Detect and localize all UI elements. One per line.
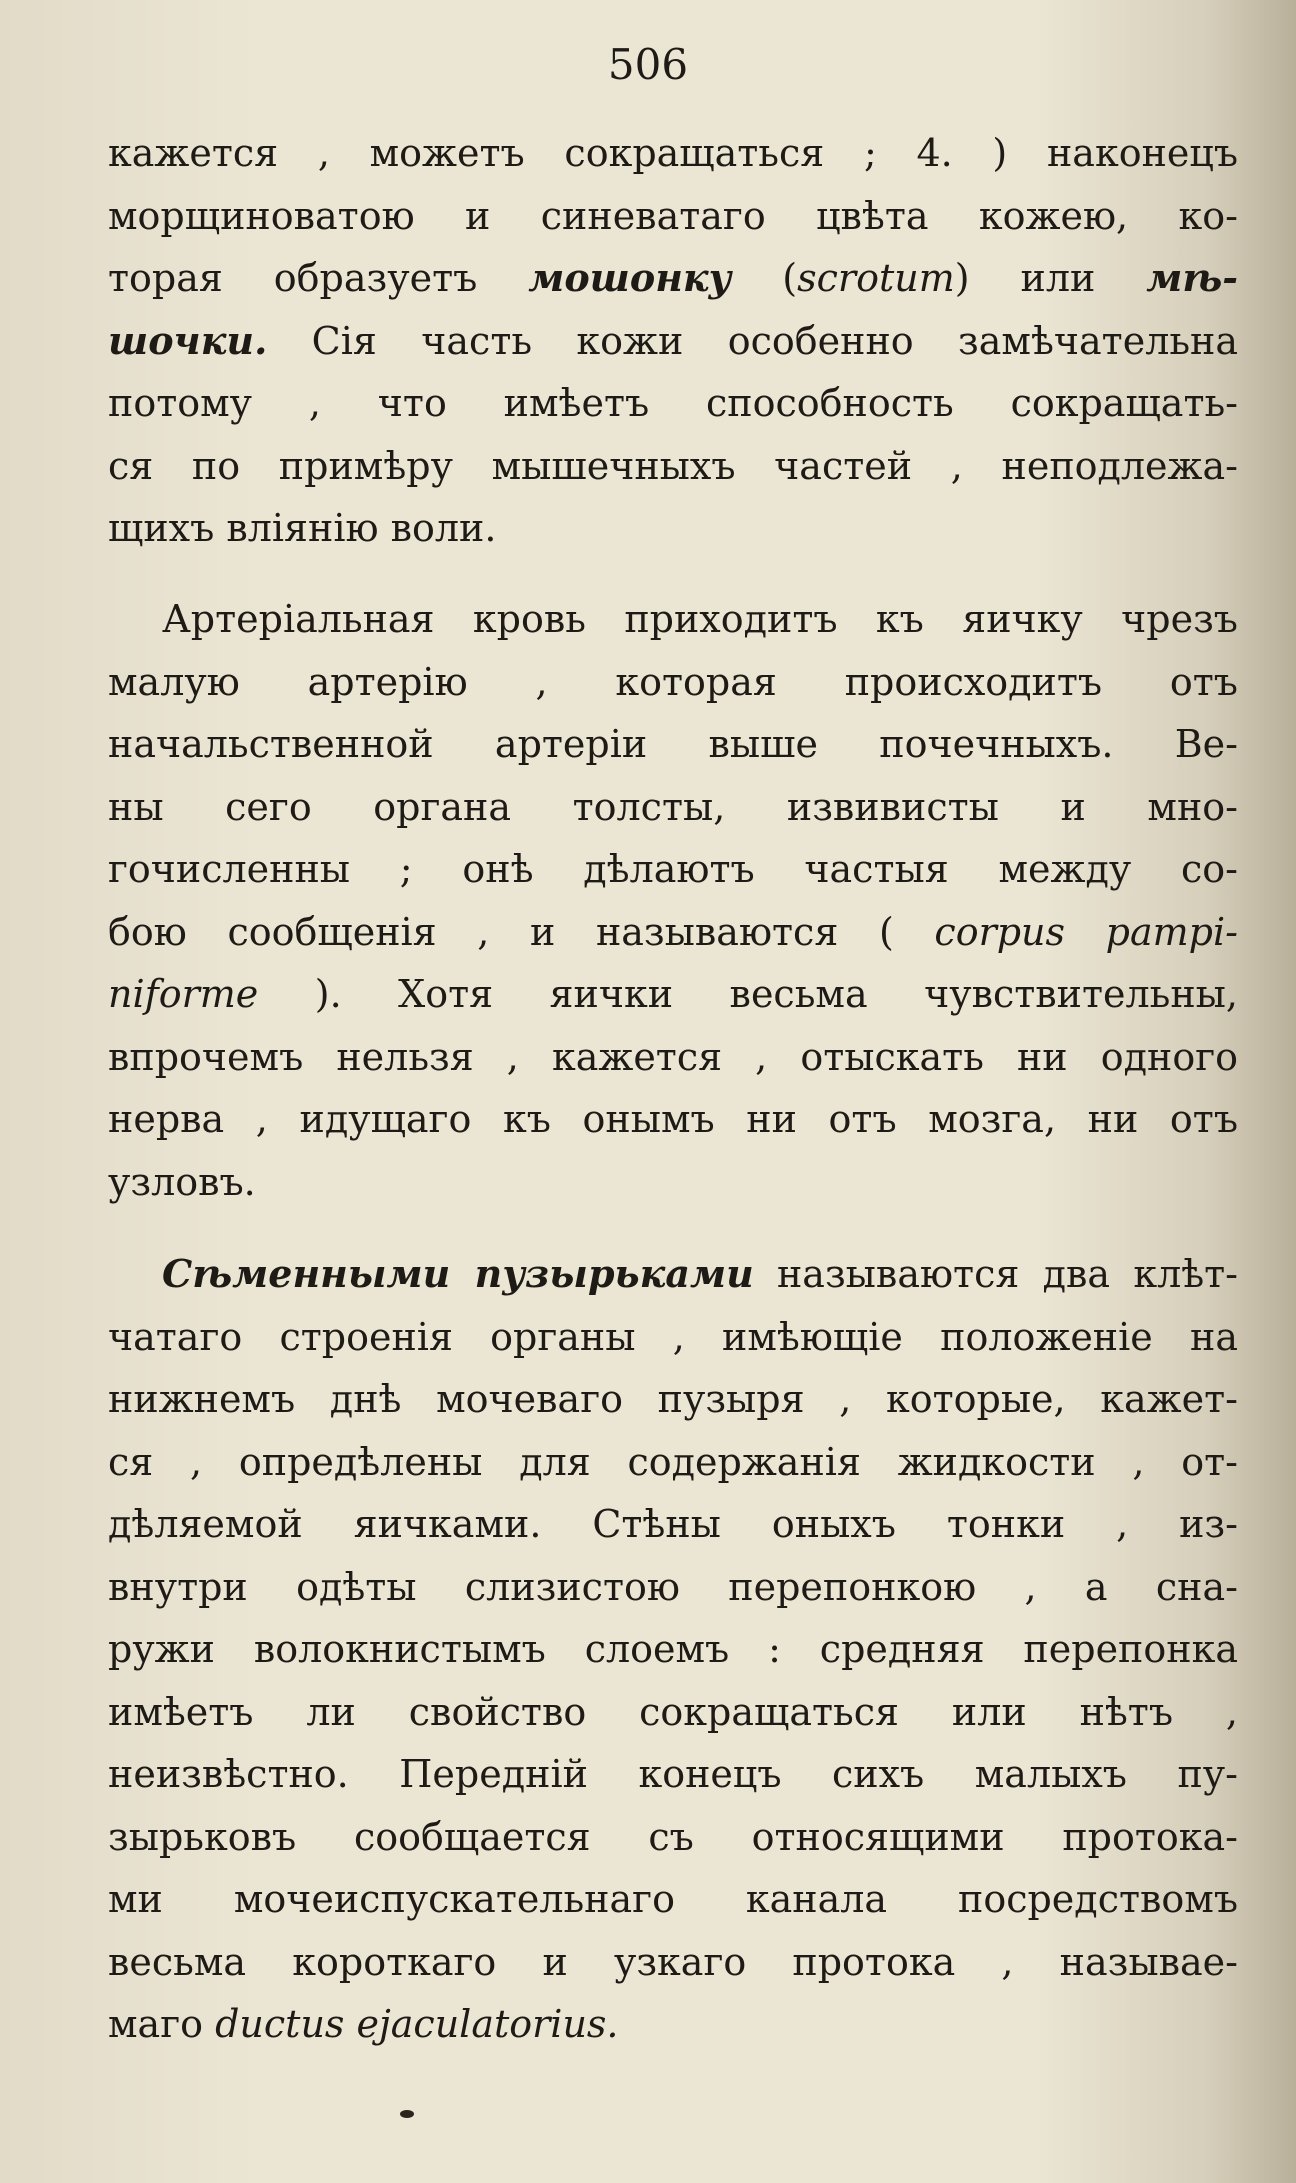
text-line: щихъ вліянію воли.	[108, 506, 497, 550]
text-segment: называются два клѣт-	[753, 1252, 1238, 1296]
text-line: впрочемъ нельзя , кажется , отыскать ни одного	[108, 1034, 1238, 1079]
text-line: неизвѣстно. Передній конецъ сихъ малыхъ пу-	[108, 1752, 1238, 1796]
text-segment: бою сообщенія , и называются (	[108, 909, 935, 954]
page-number: 506	[607, 40, 689, 89]
text-segment: ) или	[954, 256, 1147, 300]
text-segment: Сія часть кожи особенно замѣчательна	[267, 318, 1238, 363]
text-line: потому , что имѣетъ способность сокращать-	[108, 381, 1238, 425]
text-line: узловъ.	[108, 1159, 256, 1204]
latin-term-scrotum: scrotum	[797, 256, 955, 300]
text-segment: ). Хотя яички весьма чувствительны,	[258, 972, 1238, 1016]
text-line: кажется , можетъ сокращаться ; 4. ) наконецъ	[108, 131, 1238, 175]
text-line: внутри одѣты слизистою перепонкою , а сна-	[108, 1564, 1238, 1609]
latin-term-corpus: corpus pampi-	[934, 909, 1238, 954]
text-line: дѣляемой яичками. Стѣны оныхъ тонки , из-	[108, 1502, 1238, 1546]
term-scrotum-russian: мошонку	[528, 255, 732, 300]
text-line	[108, 1243, 1238, 1306]
text-line: ся по примѣру мышечныхъ частей , неподлежа-	[108, 443, 1238, 488]
paragraph-3	[108, 1243, 1238, 2056]
text-line	[108, 901, 1238, 964]
paragraph-2	[108, 588, 1238, 1213]
text-line	[108, 310, 1238, 373]
text-line	[108, 247, 1238, 310]
text-line: чатаго строенія органы , имѣющіе положеніе на	[108, 1314, 1238, 1359]
text-line: нижнемъ днѣ мочеваго пузыря , которые, кажет-	[108, 1377, 1238, 1421]
term-meshochki: мѣ-	[1146, 255, 1238, 300]
text-line: зырьковъ сообщается съ относящими протока-	[108, 1814, 1238, 1859]
text-line: ружи волокнистымъ слоемъ : средняя перепонка	[108, 1627, 1238, 1671]
text-line	[108, 1993, 1238, 2056]
text-line: ны сего органа толсты, извивисты и мно-	[108, 784, 1238, 829]
text-segment: маго	[108, 2002, 216, 2046]
text-line: гочисленны ; онѣ дѣлаютъ частыя между со-	[108, 847, 1238, 891]
text-line: нерва , идущаго къ онымъ ни отъ мозга, ни отъ	[108, 1097, 1238, 1141]
text-segment: торая образуетъ	[108, 256, 529, 300]
text-line: морщиноватою и синеватаго цвѣта кожею, ко-	[108, 193, 1238, 238]
text-line: ми мочеиспускательнаго канала посредствомъ	[108, 1877, 1238, 1921]
latin-term-ductus: ductus ejaculatorius.	[215, 2002, 619, 2046]
term-seminal-vesicles: Сѣменными пузырьками	[162, 1251, 754, 1296]
text-line	[108, 963, 1238, 1026]
text-line: малую артерію , которая происходитъ отъ	[108, 659, 1238, 704]
text-segment: (	[731, 256, 798, 300]
text-line: Артеріальная кровь приходитъ къ яичку чрезъ	[162, 597, 1238, 641]
text-line: имѣетъ ли свойство сокращаться или нѣтъ ,	[108, 1689, 1238, 1734]
paragraph-1	[108, 122, 1238, 560]
term-meshochki-end: шочки.	[108, 317, 268, 363]
ink-spot	[400, 2110, 414, 2118]
latin-term-piniforme: niforme	[108, 972, 259, 1016]
text-line: ся , опредѣлены для содержанія жидкости , от-	[108, 1439, 1238, 1484]
text-line: весьма короткаго и узкаго протока , называе-	[108, 1939, 1238, 1984]
text-line: начальственной артеріи выше почечныхъ. Ве-	[108, 722, 1238, 766]
